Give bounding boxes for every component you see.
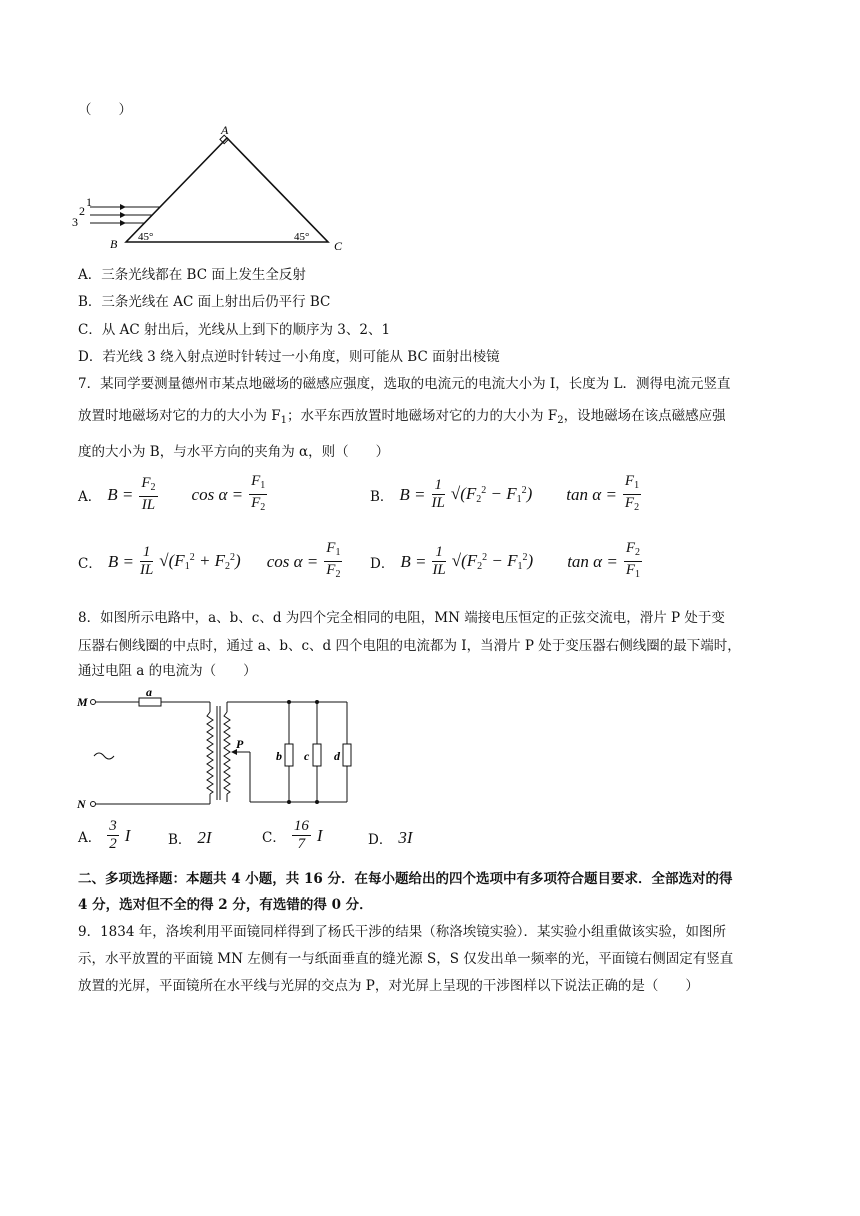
terminal-label-n: N bbox=[77, 797, 86, 810]
section-heading-line2: 4 分，选对但不全的得 2 分，有选错的得 0 分． bbox=[78, 897, 373, 913]
prism-diagram bbox=[66, 122, 356, 252]
q8-stem-line2: 压器右侧线圈的中点时，通过 a、b、c、d 四个电阻的电流都为 I，当滑片 P 处于变压器右侧线圈的最下端时， bbox=[78, 638, 741, 654]
ray-label-1: 1 bbox=[86, 195, 92, 209]
q7-stem-line2: 放置时地磁场对它的力的大小为 $F_1$；水平东西放置时地磁场对它的力的大小为 $F_2$，设地磁场在该点磁感应强 bbox=[78, 408, 726, 426]
resistor-label-c: c bbox=[304, 749, 310, 763]
q8-option-d: D． 3I bbox=[368, 828, 413, 848]
q9-stem-line1: 9．1834 年，洛埃利用平面镜同样得到了杨氏干涉的结果（称洛埃镜实验）．某实验小组重做该实验，如图所 bbox=[78, 924, 726, 940]
q8-stem-line3: 通过电阻 a 的电流为（ ） bbox=[78, 663, 257, 679]
q6-option-d: D．若光线 3 绕入射点逆时针转过一小角度，则可能从 BC 面射出棱镜 bbox=[78, 349, 500, 365]
terminal-label-m: M bbox=[77, 695, 88, 709]
q7-option-d: D． B = $\frac{1}{IL}$ $√(F_2^2 - F_1^2)$ tan α = $\frac{F_2}{F_1}$ bbox=[370, 540, 640, 580]
q8-option-a: A． $\frac{3}{2}$ I bbox=[78, 818, 131, 852]
angle-label-c: 45° bbox=[294, 231, 310, 243]
angle-label-b: 45° bbox=[138, 231, 154, 243]
section-heading-line1: 二、多项选择题：本题共 4 小题，共 16 分．在每小题给出的四个选项中有多项符合题目要求．全部选对的得 bbox=[78, 871, 733, 887]
q7-stem-line3: 度的大小为 B，与水平方向的夹角为 α，则（ ） bbox=[78, 444, 390, 460]
resistor-label-a: a bbox=[146, 686, 152, 699]
vertex-label-b: B bbox=[110, 237, 118, 251]
q7-option-a: A． B = $\frac{F_2}{IL}$ cos α = $\frac{F_1}{F_2}$ bbox=[78, 473, 266, 513]
resistor-label-b: b bbox=[276, 749, 282, 763]
resistor-label-d: d bbox=[334, 749, 340, 763]
q6-option-b: B．三条光线在 AC 面上射出后仍平行 BC bbox=[78, 294, 331, 310]
q7-stem-line1: 7．某同学要测量德州市某点地磁场的磁感应强度，选取的电流元的电流大小为 I，长度为 L．测得电流元竖直 bbox=[78, 376, 731, 392]
vertex-label-c: C bbox=[334, 239, 343, 252]
q6-option-c: C．从 AC 射出后，光线从上到下的顺序为 3、2、1 bbox=[78, 322, 391, 338]
ray-label-3: 3 bbox=[72, 215, 78, 229]
question-blank: （ ） bbox=[78, 102, 132, 118]
circuit-diagram bbox=[74, 686, 364, 810]
q9-stem-line2: 示，水平放置的平面镜 MN 左侧有一与纸面垂直的缝光源 S，S 仅发出单一频率的光，平面镜右侧固定有竖直 bbox=[78, 951, 734, 967]
q7-option-b: B． B = $\frac{1}{IL}$ $√(F_2^2 - F_1^2)$ tan α = $\frac{F_1}{F_2}$ bbox=[370, 473, 640, 513]
q8-option-c: C． $\frac{16}{7}$ I bbox=[262, 818, 323, 852]
q9-stem-line3: 放置的光屏，平面镜所在水平线与光屏的交点为 P，对光屏上呈现的干涉图样以下说法正确的是（ ） bbox=[78, 978, 699, 994]
q6-option-a: A．三条光线都在 BC 面上发生全反射 bbox=[78, 267, 306, 283]
vertex-label-a: A bbox=[221, 123, 229, 137]
slider-label-p: P bbox=[236, 737, 244, 751]
ray-label-2: 2 bbox=[79, 204, 85, 218]
prism-triangle bbox=[126, 138, 328, 242]
q8-stem-line1: 8．如图所示电路中，a、b、c、d 为四个完全相同的电阻，MN 端接电压恒定的正弦交流电，滑片 P 处于变 bbox=[78, 610, 725, 626]
q7-option-c: C． B = $\frac{1}{IL}$ $√(F_1^2 + F_2^2)$ cos α = $\frac{F_1}{F_2}$ bbox=[78, 540, 341, 580]
q8-option-b: B． 2I bbox=[168, 828, 212, 848]
